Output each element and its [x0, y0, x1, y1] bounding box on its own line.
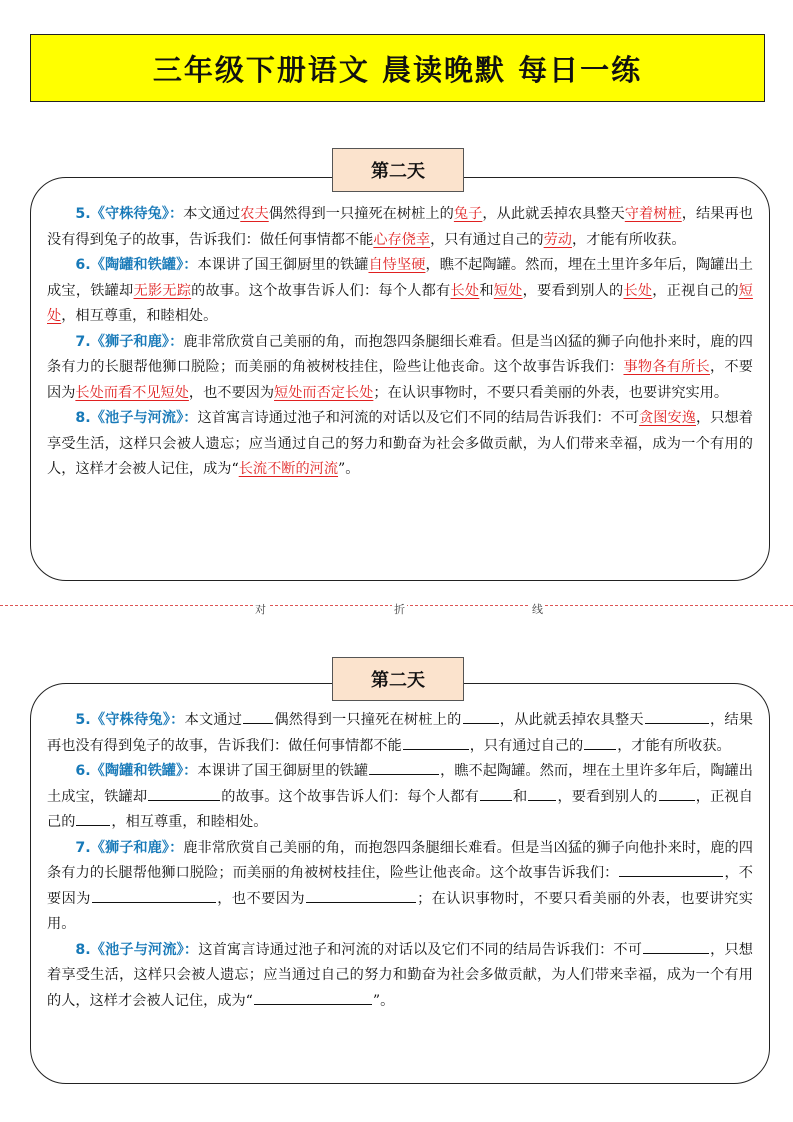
answer-paragraph-6: [47, 253, 753, 330]
text: ，才能有所收获。: [617, 737, 731, 754]
day-tab-label: 第二天: [371, 670, 425, 691]
text: ，瞧不起陶罐。然而，埋在土里许多年后，陶罐出土成宝，铁罐却: [47, 257, 753, 299]
text: ，相互尊重，和睦相处。: [61, 308, 218, 324]
answer-blank[interactable]: [584, 735, 616, 750]
text: ，只有通过自己的: [469, 737, 584, 754]
text: ，只想着享受生活，这样只会被人遗忘；应当通过自己的努力和勤奋为社会多做贡献，为人们带来幸福，成为一个有用的人，这样才会被人记住，成为“: [47, 410, 753, 477]
text: ，正视自己的: [652, 282, 739, 299]
day-tab-top: [332, 148, 464, 192]
answer-text: 劳动: [543, 231, 572, 248]
text: ；在认识事物时，不要只看美丽的外表，也要讲究实用。: [47, 890, 753, 932]
answer-text: 短处而否定长处: [274, 384, 374, 401]
lesson-heading: 8.《池子与河流》：: [75, 941, 199, 958]
text: ”。: [338, 461, 360, 477]
text: ，瞧不起陶罐。然而，埋在土里许多年后，陶罐出土成宝，铁罐却: [47, 763, 753, 805]
exercise-card: [30, 683, 770, 1084]
text: 偶然得到一只撞死在树桩上的: [274, 712, 462, 728]
day-tab-bottom: [332, 657, 464, 701]
lesson-heading: 7.《狮子和鹿》：: [75, 839, 184, 856]
answer-blank[interactable]: [92, 888, 216, 903]
answer-text: 心存侥幸: [373, 231, 431, 248]
text: 和: [512, 788, 528, 805]
answer-blank[interactable]: [643, 939, 709, 954]
answer-text: 事物各有所长: [623, 359, 710, 375]
text: ；在认识事物时，不要只看美丽的外表，也要讲究实用。: [373, 384, 729, 401]
answer-blank[interactable]: [243, 709, 273, 724]
answer-blank[interactable]: [306, 888, 416, 903]
text: ，只有通过自己的: [430, 231, 544, 248]
answer-blank[interactable]: [463, 709, 499, 724]
text: ，要看到别人的: [522, 282, 624, 299]
exercise-content: [47, 708, 753, 1014]
text: 鹿非常欣赏自己美丽的角，而抱怨四条腿细长难看。但是当凶猛的狮子向他扑来时，鹿的四条有力的长腿帮他狮口脱险；而美丽的角被树枝挂住，险些让他丧命。这个故事告诉我们：: [47, 333, 753, 375]
fold-line: [0, 605, 793, 619]
answer-content: [47, 202, 753, 483]
text: ”。: [372, 992, 395, 1009]
text: 本文通过: [183, 206, 241, 222]
text: ，也不要因为: [216, 890, 306, 907]
answer-text: 无影无踪: [133, 282, 192, 299]
answer-blank[interactable]: [528, 786, 556, 801]
lesson-heading: 8.《池子与河流》：: [75, 410, 198, 426]
answer-paragraph-5: [47, 202, 753, 253]
text: 的故事。这个故事告诉人们：每个人都有: [221, 788, 479, 805]
answer-blank[interactable]: [645, 709, 709, 724]
text: ，结果再也没有得到兔子的故事，告诉我们：做任何事情都不能: [47, 206, 753, 248]
text: 的故事。这个故事告诉人们：每个人都有: [191, 282, 451, 299]
exercise-paragraph-5: [47, 708, 753, 759]
text: ，要看到别人的: [557, 788, 658, 805]
answer-text: 长流不断的河流: [238, 461, 339, 477]
text: 本文通过: [184, 712, 243, 728]
answer-blank[interactable]: [254, 990, 372, 1005]
text: ，结果再也没有得到兔子的故事，告诉我们：做任何事情都不能: [47, 712, 753, 754]
answer-text: 自恃坚硬: [368, 257, 426, 273]
answer-blank[interactable]: [403, 735, 469, 750]
lesson-heading: 6.《陶罐和铁罐》：: [75, 763, 198, 779]
fold-word: 折: [394, 603, 405, 616]
exercise-paragraph-7: [47, 836, 753, 938]
title-banner: [30, 34, 765, 102]
text: 本课讲了国王御厨里的铁罐: [197, 763, 369, 779]
text: ，不要因为: [47, 359, 753, 401]
fold-word: 线: [532, 603, 543, 616]
text: 鹿非常欣赏自己美丽的角，而抱怨四条腿细长难看。但是当凶猛的狮子向他扑来时，鹿的四条有力的长腿帮他狮口脱险；而美丽的角被树枝挂住，险些让他丧命。这个故事告诉我们：: [47, 839, 753, 881]
exercise-paragraph-8: [47, 938, 753, 1015]
text: ，不要因为: [47, 865, 753, 907]
answer-text: 长处: [623, 282, 653, 299]
answer-text: 短处: [47, 282, 753, 324]
fold-word: 对: [255, 603, 266, 616]
text: ，也不要因为: [188, 384, 275, 401]
text: ，相互尊重，和睦相处。: [111, 814, 268, 830]
text: ，从此就丢掉农具整天: [499, 712, 644, 728]
text: ，从此就丢掉农具整天: [482, 206, 625, 222]
lesson-heading: 7.《狮子和鹿》：: [75, 333, 184, 350]
text: ，才能有所收获。: [572, 231, 686, 248]
answer-text: 长处而看不见短处: [75, 384, 189, 401]
answer-paragraph-7: [47, 330, 753, 407]
answer-blank[interactable]: [369, 760, 439, 775]
lesson-heading: 6.《陶罐和铁罐》：: [75, 257, 198, 273]
exercise-paragraph-6: [47, 759, 753, 836]
text: ，只想着享受生活，这样只会被人遗忘；应当通过自己的努力和勤奋为社会多做贡献，为人们带来幸福，成为一个有用的人，这样才会被人记住，成为“: [47, 941, 753, 1009]
answer-text: 农夫: [240, 206, 269, 222]
text: 和: [479, 282, 494, 299]
answer-text: 兔子: [453, 206, 483, 222]
answer-blank[interactable]: [76, 811, 110, 826]
page-title: 三年级下册语文 晨读晚默 每日一练: [152, 52, 643, 87]
text: 这首寓言诗通过池子和河流的对话以及它们不同的结局告诉我们：不可: [198, 941, 643, 958]
answer-text: 长处: [450, 282, 480, 299]
text: 本课讲了国王御厨里的铁罐: [197, 257, 369, 273]
answer-blank[interactable]: [148, 786, 220, 801]
lesson-heading: 5.《守株待兔》：: [75, 206, 184, 222]
answer-paragraph-8: [47, 406, 753, 483]
text: 偶然得到一只撞死在树桩上的: [268, 206, 454, 222]
lesson-heading: 5.《守株待兔》：: [75, 712, 185, 728]
answer-card: [30, 177, 770, 581]
answer-blank[interactable]: [659, 786, 695, 801]
answer-text: 短处: [493, 282, 523, 299]
text: 这首寓言诗通过池子和河流的对话以及它们不同的结局告诉我们：不可: [197, 410, 640, 426]
text: ，正视自己的: [47, 788, 753, 830]
day-tab-label: 第二天: [371, 161, 425, 182]
answer-text: 守着树桩: [624, 206, 682, 222]
answer-text: 贪图安逸: [639, 410, 697, 426]
answer-blank[interactable]: [480, 786, 512, 801]
answer-blank[interactable]: [619, 862, 723, 877]
